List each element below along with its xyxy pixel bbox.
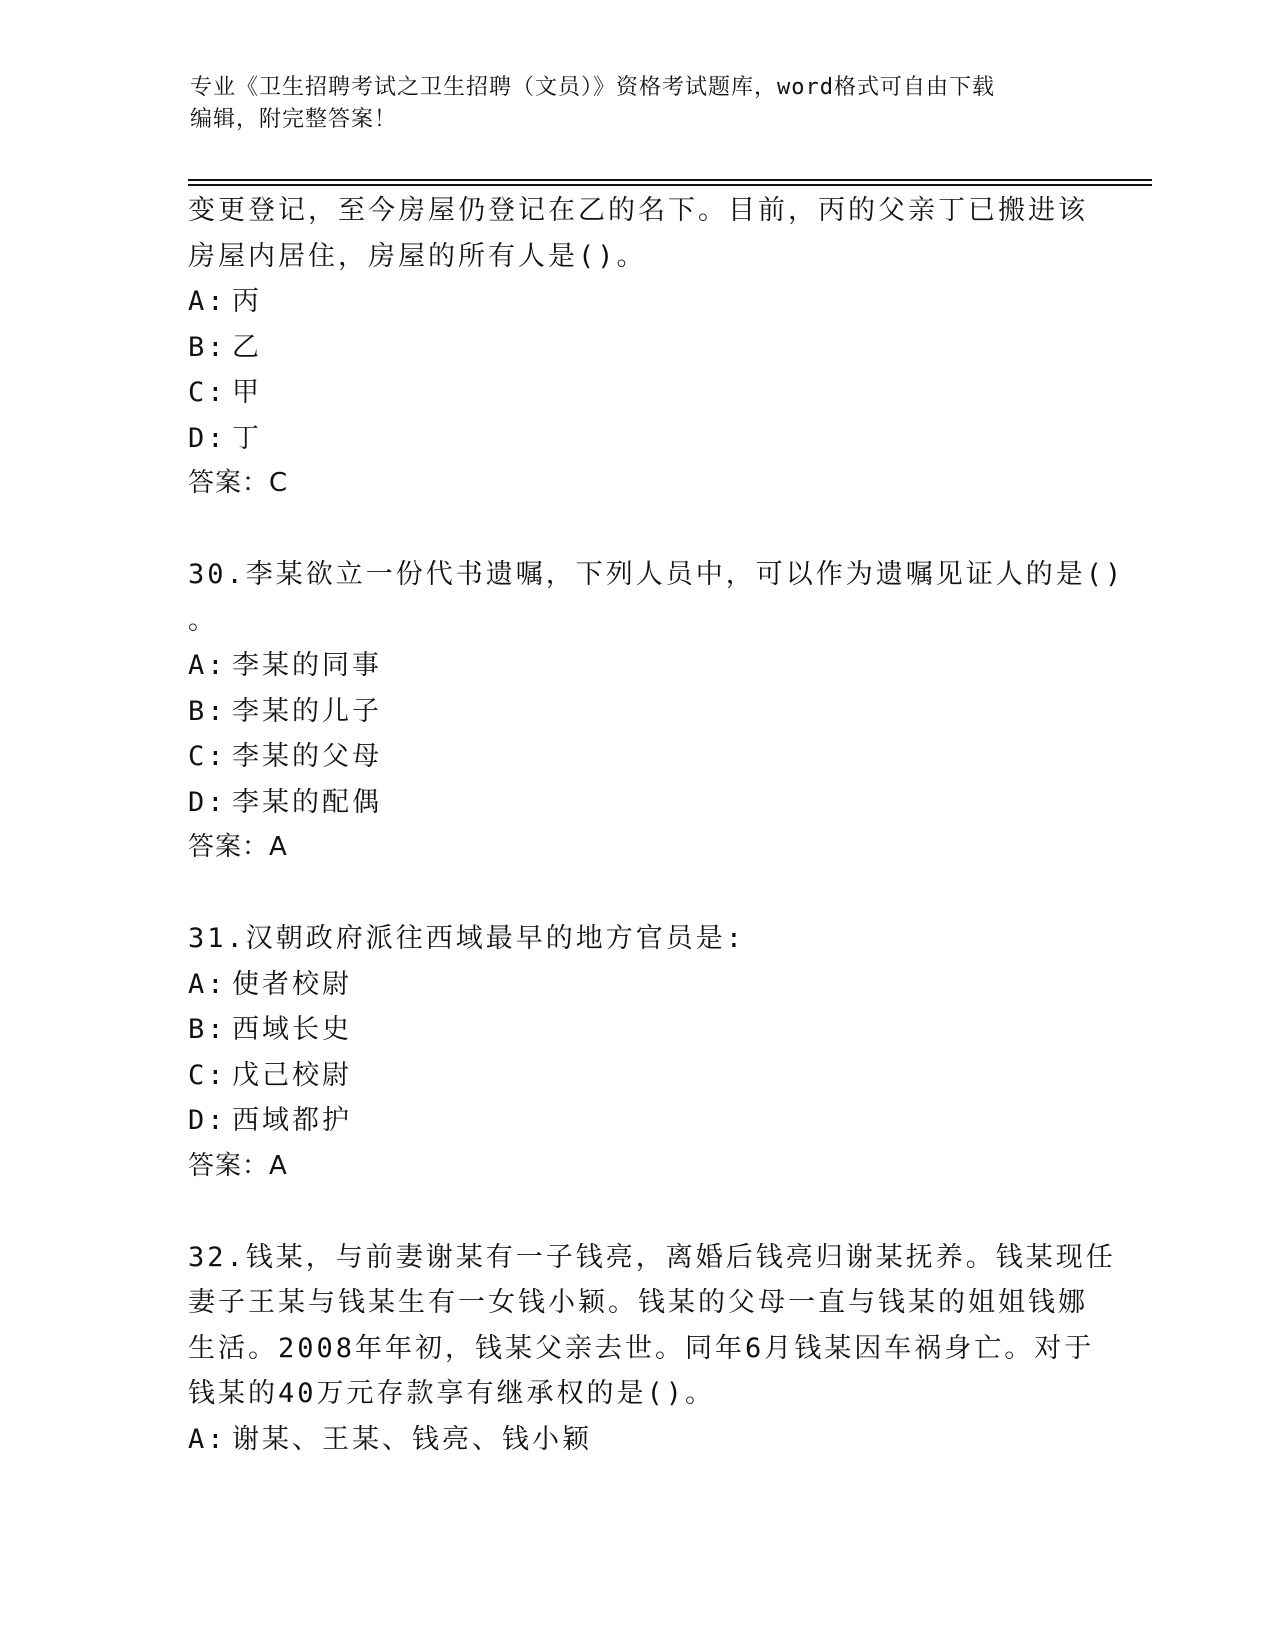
question-text-line: 。	[188, 604, 218, 636]
option-c	[188, 1053, 1088, 1099]
option-text: 李某的配偶	[232, 786, 382, 818]
option-letter: A:	[188, 650, 227, 681]
document-body	[188, 188, 1125, 1462]
option-text: 甲	[232, 377, 262, 408]
option-text: 丁	[232, 422, 262, 454]
option-letter: D:	[188, 1105, 227, 1136]
question-32	[188, 1235, 1116, 1463]
spacer	[188, 507, 1088, 553]
option-text: 李某的同事	[232, 650, 382, 681]
option-b	[188, 1007, 1088, 1053]
option-letter: C:	[188, 377, 227, 408]
question-text-line: 生活。2008年年初，钱某父亲去世。同年6月钱某因车祸身亡。对于	[188, 1332, 1095, 1364]
spacer	[188, 871, 1088, 917]
option-text: 谢某、王某、钱亮、钱小颖	[232, 1423, 592, 1455]
option-text: 乙	[232, 331, 262, 363]
option-a	[188, 962, 1088, 1008]
option-letter: C:	[188, 1059, 227, 1091]
option-text: 戊己校尉	[232, 1059, 352, 1091]
question-text-line: 钱某的40万元存款享有继承权的是()。	[188, 1378, 716, 1409]
question-30	[188, 552, 1125, 871]
option-text: 使者校尉	[232, 968, 352, 1000]
option-d	[188, 1098, 1088, 1144]
option-c	[188, 734, 1088, 780]
option-text: 西域都护	[232, 1105, 352, 1136]
question-text-line: 变更登记，至今房屋仍登记在乙的名下。目前，丙的父亲丁已搬进该	[188, 195, 1088, 226]
option-b	[188, 689, 1088, 735]
option-a	[188, 279, 1088, 325]
option-a	[188, 643, 1088, 689]
answer-line: 答案：C	[188, 468, 289, 498]
question-text-line: 32.钱某，与前妻谢某有一子钱亮，离婚后钱亮归谢某抚养。钱某现任	[188, 1241, 1116, 1273]
option-b	[188, 325, 1088, 371]
option-letter: B:	[188, 1014, 227, 1045]
answer-line: 答案：A	[188, 1150, 288, 1181]
option-text: 丙	[232, 286, 262, 317]
option-text: 西域长史	[232, 1014, 352, 1045]
option-c	[188, 370, 1088, 416]
option-letter: A:	[188, 1423, 227, 1455]
option-letter: A:	[188, 286, 227, 317]
option-letter: D:	[188, 786, 227, 818]
question-text-line: 31.汉朝政府派往西域最早的地方官员是:	[188, 923, 746, 954]
option-text: 李某的父母	[232, 741, 382, 772]
option-a	[188, 1417, 1088, 1463]
question-31	[188, 916, 1088, 1189]
question-text-line: 妻子王某与钱某生有一女钱小颖。钱某的父母一直与钱某的姐姐钱娜	[188, 1287, 1088, 1318]
option-letter: C:	[188, 741, 227, 772]
option-d	[188, 416, 1088, 462]
header-title-line-1: 专业《卫生招聘考试之卫生招聘（文员）》资格考试题库，word格式可自由下载	[190, 75, 995, 100]
option-letter: B:	[188, 331, 227, 363]
question-text-line: 30.李某欲立一份代书遗嘱，下列人员中，可以作为遗嘱见证人的是()	[188, 559, 1125, 590]
option-letter: B:	[188, 695, 227, 727]
option-text: 李某的儿子	[232, 695, 382, 727]
option-letter: A:	[188, 968, 227, 1000]
option-d	[188, 780, 1088, 826]
answer-line: 答案：A	[188, 832, 288, 862]
header-divider-bottom	[188, 184, 1152, 186]
header-title-line-2: 编辑，附完整答案！	[190, 107, 398, 132]
question-29	[188, 188, 1088, 507]
option-letter: D:	[188, 422, 227, 454]
question-text-line: 房屋内居住，房屋的所有人是()。	[188, 240, 647, 272]
header-divider-top	[188, 179, 1152, 181]
spacer	[188, 1189, 1088, 1235]
page-header	[190, 72, 1090, 136]
